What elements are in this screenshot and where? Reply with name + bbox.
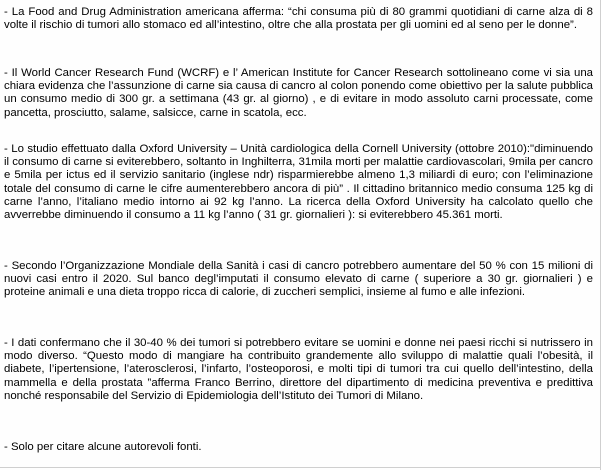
bottom-divider <box>0 467 600 468</box>
paragraph-oms: - Secondo l’Organizzazione Mondiale della Sanità i casi di cancro potrebbero aumentare del 50 % con 15 milioni di nuovi casi entro il 2020. Sul banco degl’imputati il consumo elevato di carne ( superiore a 30 gr. giornalieri ) e proteine animali e una dieta troppo ricca di calorie, di zuccheri semplici, insieme al fumo e alle infezioni. <box>4 260 593 299</box>
paragraph-fda: - La Food and Drug Administration americana afferma: “chi consuma più di 80 grammi quotidiani di carne alza di 8 volte il rischio di tumori allo stomaco ed all’intestino, oltre che alla prostata per gli uomini ed al seno per le donne”. <box>4 6 593 32</box>
paragraph-fonti: - Solo per citare alcune autorevoli fonti. <box>4 441 202 453</box>
paragraph-oxford-study: - Lo studio effettuato dalla Oxford University – Unità cardiologica della Cornell University (ottobre 2010):"diminuendo il consumo di carne si eviterebbero, soltanto in Inghilterra, 31mila morti per malattie cardiovascolari, 9mila per cancro e 5mila per ictus ed il servizio sanitario (inglese ndr) risparmierebbe almeno 1,3 miliardi di euro; con l’eliminazione totale del consumo di carne le cifre aumenterebbero ancora di più” . Il cittadino britannico medio consuma 125 kg di carne l’anno, l’italiano medio intorno ai 92 kg l’anno. La ricerca della Oxford University ha calcolato quello che avverrebbe diminuendo il consumo a 11 kg l’anno ( 31 gr. giornalieri ): si eviterebbero 45.361 morti. <box>4 143 593 222</box>
paragraph-wcrf: - Il World Cancer Research Fund (WCRF) e l’ American Institute for Cancer Research sottolineano come vi sia una chiara evidenza che l’assunzione di carne sia causa di cancro al colon ponendo come obiettivo per la salute pubblica un consumo medio di 300 gr. a settimana (43 gr. al giorno) , e di evitare in modo assoluto carni processate, come pancetta, prosciutto, salame, salsicce, carne in scatola, ecc. <box>4 67 593 119</box>
paragraph-dati: - I dati confermano che il 30-40 % dei tumori si potrebbero evitare se uomini e donne nei paesi ricchi si nutrissero in modo diverso. “Questo modo di mangiare ha contribuito grandemente allo sviluppo di malattie quali l’obesità, il diabete, l’ipertensione, l’aterosclerosi, l’infarto, l’osteoporosi, e molti tipi di tumori tra cui quello dell’intestino, della mammella e della prostata ”afferma Franco Berrino, direttore del dipartimento di medicina preventiva e predittiva nonché responsabile del Servizio di Epidemiologia dell’Istituto dei Tumori di Milano. <box>4 337 593 402</box>
